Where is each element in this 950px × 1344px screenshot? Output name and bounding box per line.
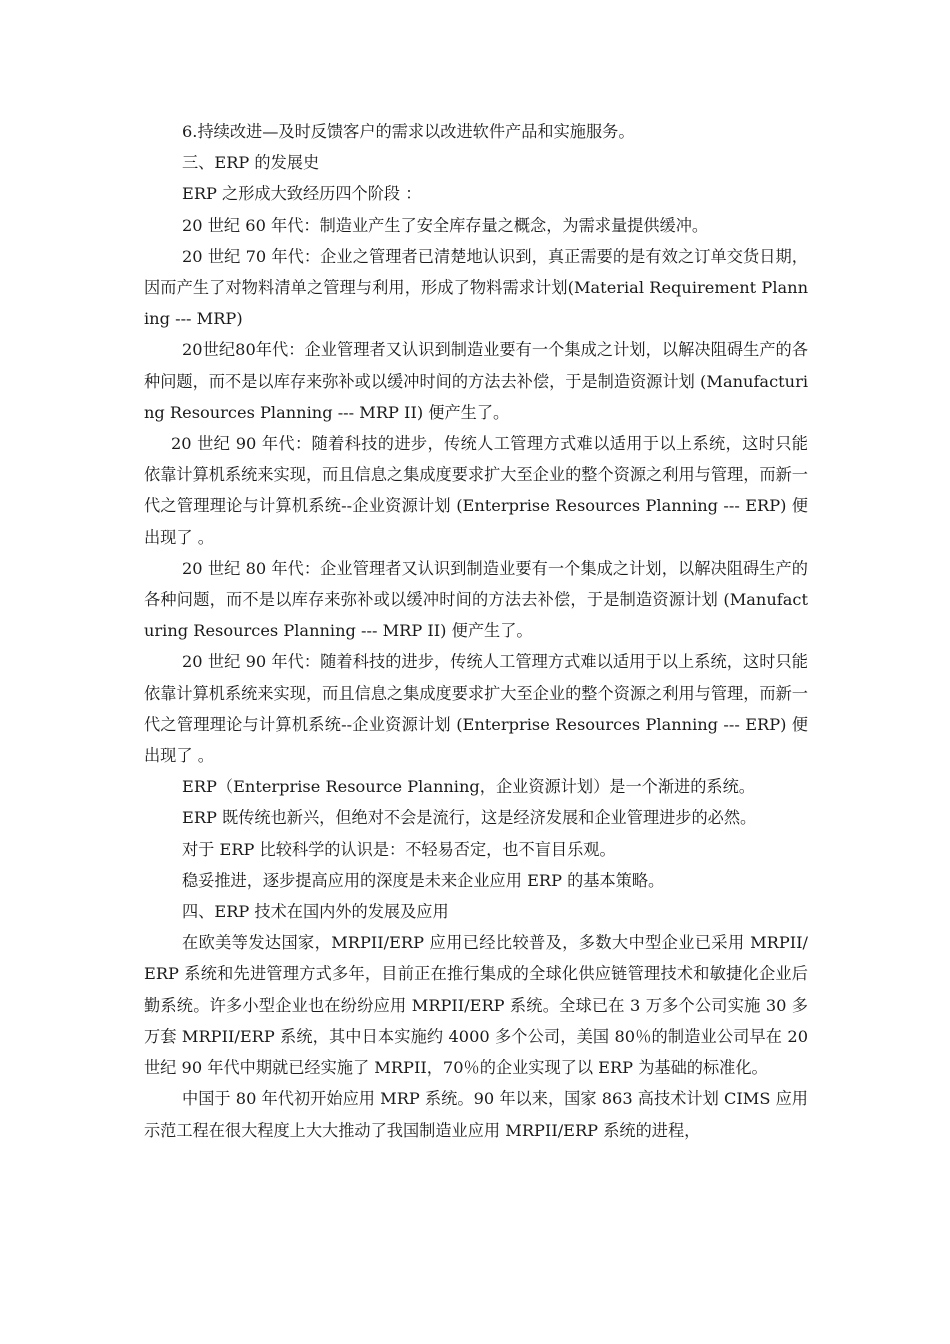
paragraph-four-stages: ERP 之形成大致经历四个阶段 ： (182, 184, 422, 204)
paragraph-erp-understanding: 对于 ERP 比较科学的认识是：不轻易否定，也不盲目乐观。 (182, 839, 616, 859)
paragraph-1960s: 20 世纪 60 年代：制造业产生了安全库存量之概念，为需求量提供缓冲。 (182, 215, 709, 235)
section-heading-erp-application: 四、ERP 技术在国内外的发展及应用 (182, 902, 449, 922)
paragraph-1990s-a: 20 世纪 90 年代：随着科技的进步，传统人工管理方式难以适用于以上系统，这时只能依靠计算机系统来实现，而且信息之集成度要求扩大至企业的整个资源之利用与管理，而新一代之管理理论与计算机系统--企业资源计划 (Enterprise Resources Planning --- ERP) 便出现了 。 (144, 434, 808, 547)
paragraph-1980s-a: 20世纪80年代：企业管理者又认识到制造业要有一个集成之计划，以解决阻碍生产的各种问题，而不是以库存来弥补或以缓冲时间的方法去补偿，于是制造资源计划 (Manufacturing Resources Planning --- MRP II) 便产生了。 (144, 340, 808, 422)
paragraph-erp-traditional: ERP 既传统也新兴，但绝对不会是流行，这是经济发展和企业管理进步的必然。 (182, 808, 757, 828)
paragraph-continuous-improvement: 6.持续改进—及时反馈客户的需求以改进软件产品和实施服务。 (182, 122, 635, 141)
paragraph-erp-strategy: 稳妥推进，逐步提高应用的深度是未来企业应用 ERP 的基本策略。 (182, 870, 665, 890)
paragraph-western-adoption: 在欧美等发达国家，MRPII/ERP 应用已经比较普及，多数大中型企业已采用 MRPII/ERP 系统和先进管理方式多年，目前正在推行集成的全球化供应链管理技术和敏捷化企业后勤系统。许多小型企业也在纷纷应用 MRPII/ERP 系统。全球已在 3 万多个公司实施 30 多万套 MRPII/ERP 系统，其中日本实施约 4000 多个公司，美国 80％的制造业公司早在 20 世纪 90 年代中期就已经实施了 MRPII，70％的企业实现了以 ERP 为基础的标准化。 (144, 933, 808, 1078)
paragraph-1980s-b: 20 世纪 80 年代：企业管理者又认识到制造业要有一个集成之计划，以解决阻碍生产的各种问题，而不是以库存来弥补或以缓冲时间的方法去补偿，于是制造资源计划 (Manufacturing Resources Planning --- MRP II) 便产生了。 (144, 558, 808, 641)
paragraph-erp-definition: ERP（Enterprise Resource Planning，企业资源计划）是一个渐进的系统。 (182, 777, 755, 797)
paragraph-1990s-b: 20 世纪 90 年代：随着科技的进步，传统人工管理方式难以适用于以上系统，这时只能依靠计算机系统来实现，而且信息之集成度要求扩大至企业的整个资源之利用与管理，而新一代之管理理论与计算机系统--企业资源计划 (Enterprise Resources Planning --- ERP) 便出现了 。 (144, 652, 808, 766)
section-heading-erp-history: 三、ERP 的发展史 (182, 153, 320, 173)
paragraph-china-adoption: 中国于 80 年代初开始应用 MRP 系统。90 年以来，国家 863 高技术计划 CIMS 应用示范工程在很大程度上大大推动了我国制造业应用 MRPII/ERP 系统的进程， (144, 1089, 808, 1140)
paragraph-1970s: 20 世纪 70 年代：企业之管理者已清楚地认识到，真正需要的是有效之订单交货日期，因而产生了对物料清单之管理与利用，形成了物料需求计划(Material Requirement Planning --- MRP) (144, 246, 808, 329)
document-body (144, 116, 808, 1146)
